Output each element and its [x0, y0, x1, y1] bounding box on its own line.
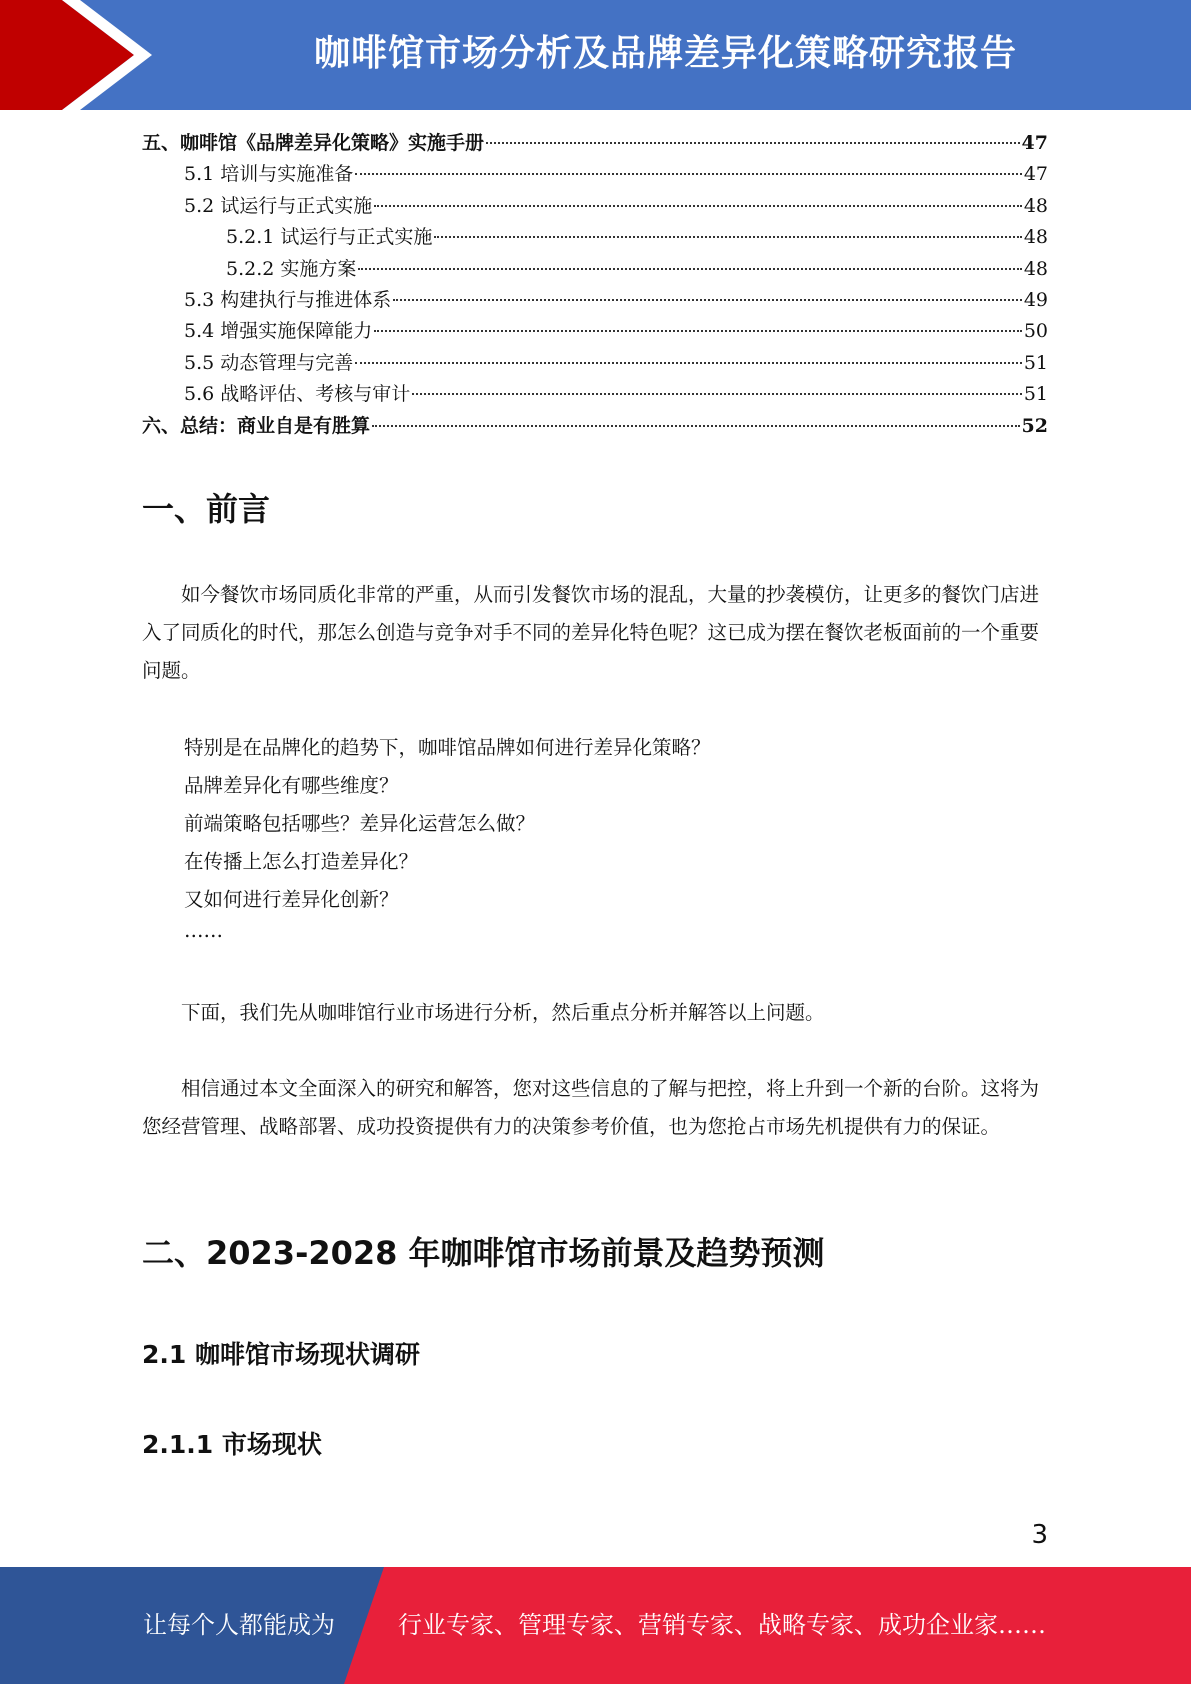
question-item: 又如何进行差异化创新？ [184, 888, 399, 911]
analysis-intro-paragraph: 下面，我们先从咖啡馆行业市场进行分析，然后重点分析并解答以上问题。 [181, 1001, 825, 1024]
subsection-heading-2-1: 2.1 咖啡馆市场现状调研 [142, 1340, 420, 1369]
toc-entry[interactable] [142, 379, 1048, 410]
header-arrow-decoration [0, 0, 160, 110]
toc-entry-title: 五、咖啡馆《品牌差异化策略》实施手册 [142, 132, 485, 154]
toc-entry[interactable] [142, 316, 1048, 347]
toc-entry-page: 51 [1023, 351, 1048, 374]
toc-dot-leader [355, 173, 1022, 175]
toc-entry-page: 48 [1023, 226, 1048, 249]
question-item: 在传播上怎么打造差异化？ [184, 850, 419, 873]
toc-entry-page: 48 [1023, 257, 1048, 280]
toc-entry-title: 5.3 构建执行与推进体系 [184, 288, 392, 311]
toc-entry[interactable] [142, 348, 1048, 379]
toc-entry[interactable] [142, 159, 1048, 190]
subsection-heading-2-1-1: 2.1.1 市场现状 [142, 1430, 322, 1459]
toc-dot-leader [434, 236, 1021, 238]
footer-slogan-left: 让每个人都能成为 [143, 1611, 335, 1639]
toc-entry[interactable] [142, 128, 1048, 159]
toc-entry-page: 47 [1021, 132, 1048, 154]
toc-entry-title: 5.1 培训与实施准备 [184, 163, 354, 186]
toc-entry-title: 5.2.1 试运行与正式实施 [226, 226, 433, 249]
toc-entry-page: 49 [1023, 288, 1048, 311]
footer-slogan-right: 行业专家、管理专家、营销专家、战略专家、成功企业家…… [398, 1611, 1046, 1639]
toc-dot-leader [393, 299, 1022, 301]
toc-entry-title: 六、总结：商业自是有胜算 [142, 414, 371, 437]
toc-entry-page: 50 [1023, 320, 1048, 343]
intro-paragraph: 如今餐饮市场同质化非常的严重，从而引发餐饮市场的混乱，大量的抄袭模仿，让更多的餐饮门店进入了同质化的时代，那怎么创造与竞争对手不同的差异化特色呢？这已成为摆在餐饮老板面前的一个重要问题。 [142, 583, 1040, 682]
toc-entry[interactable] [142, 254, 1048, 285]
table-of-contents [142, 128, 1048, 442]
value-paragraph: 相信通过本文全面深入的研究和解答，您对这些信息的了解与把控，将上升到一个新的台阶。这将为您经营管理、战略部署、成功投资提供有力的决策参考价值，也为您抢占市场先机提供有力的保证。 [142, 1077, 1040, 1138]
toc-dot-leader [486, 142, 1020, 144]
footer-band [0, 1567, 1191, 1684]
toc-dot-leader [374, 330, 1022, 332]
header-band [0, 0, 1191, 110]
toc-entry-page: 47 [1023, 163, 1048, 186]
toc-entry[interactable] [142, 191, 1048, 222]
toc-dot-leader [374, 205, 1022, 207]
toc-entry[interactable] [142, 285, 1048, 316]
ellipsis-line: …… [184, 919, 223, 942]
toc-entry[interactable] [142, 222, 1048, 253]
toc-entry-title: 5.2 试运行与正式实施 [184, 194, 373, 217]
toc-entry-page: 48 [1023, 194, 1048, 217]
toc-entry-title: 5.4 增强实施保障能力 [184, 320, 373, 343]
toc-entry-title: 5.5 动态管理与完善 [184, 351, 354, 374]
section-heading-forecast: 二、2023-2028 年咖啡馆市场前景及趋势预测 [142, 1234, 825, 1272]
document-title: 咖啡馆市场分析及品牌差异化策略研究报告 [313, 33, 1017, 74]
toc-dot-leader [355, 362, 1022, 364]
question-item: 特别是在品牌化的趋势下，咖啡馆品牌如何进行差异化策略？ [184, 736, 711, 759]
toc-entry-title: 5.6 战略评估、考核与审计 [184, 383, 411, 406]
question-list [184, 729, 1044, 919]
section-heading-preface: 一、前言 [142, 490, 271, 528]
toc-dot-leader [372, 425, 1020, 427]
toc-dot-leader [412, 393, 1022, 395]
question-item: 前端策略包括哪些？差异化运营怎么做？ [184, 812, 536, 835]
question-item: 品牌差异化有哪些维度？ [184, 774, 399, 797]
toc-entry-page: 52 [1021, 414, 1048, 437]
page-number: 3 [1031, 1520, 1048, 1550]
toc-entry-title: 5.2.2 实施方案 [226, 257, 357, 280]
toc-entry-page: 51 [1023, 383, 1048, 406]
toc-dot-leader [358, 268, 1021, 270]
toc-entry[interactable] [142, 411, 1048, 442]
